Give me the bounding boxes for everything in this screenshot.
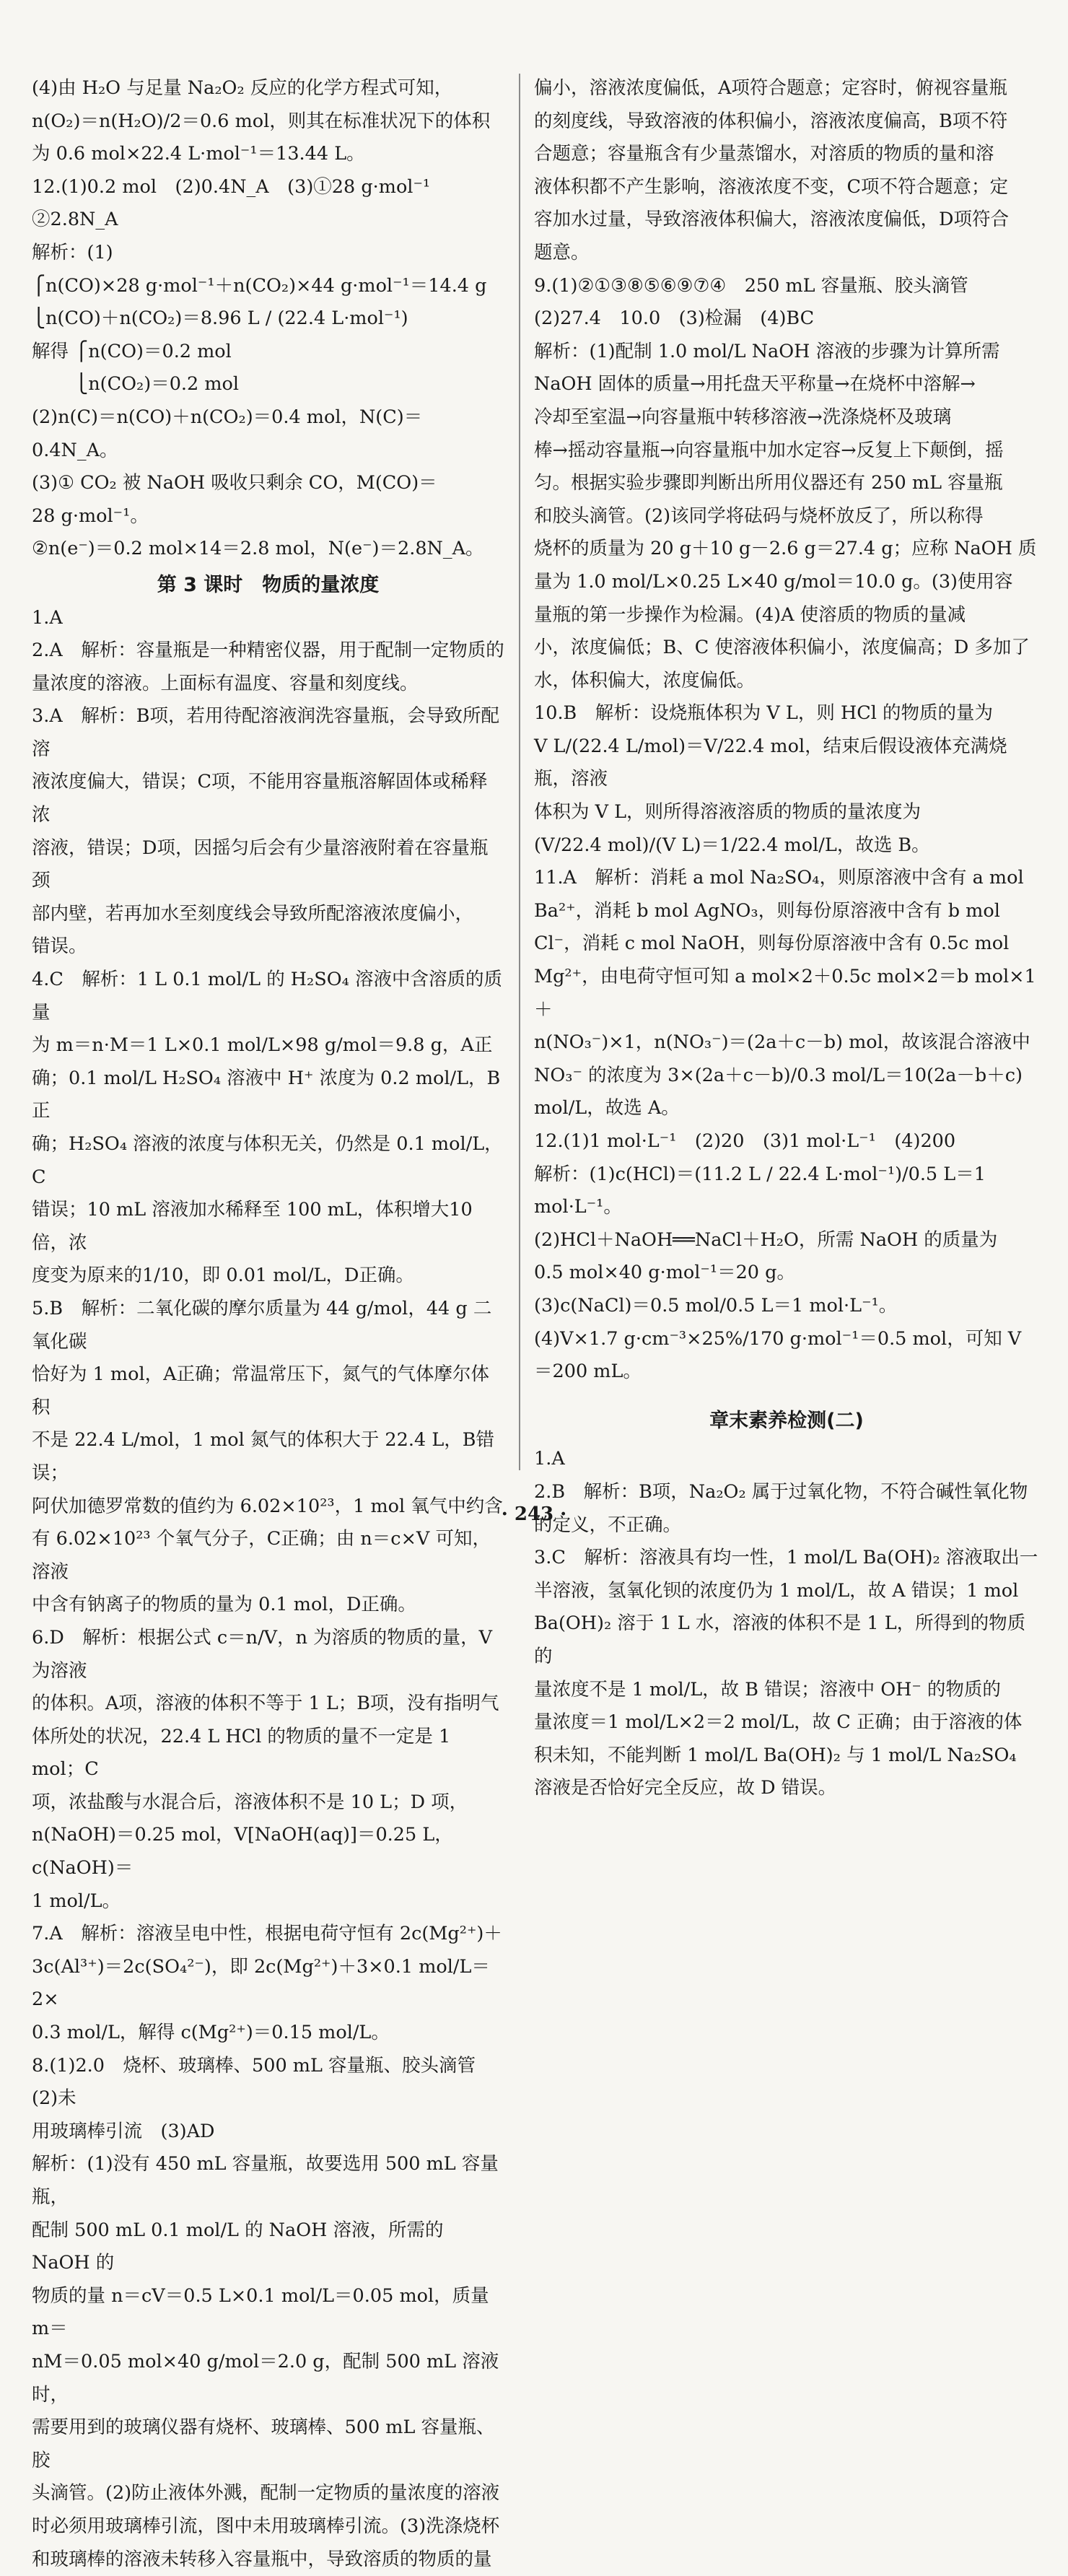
text-line: 12.(1)1 mol·L⁻¹ (2)20 (3)1 mol·L⁻¹ (4)200: [534, 1130, 956, 1152]
text-line: ⎧n(CO)×28 g·mol⁻¹＋n(CO₂)×44 g·mol⁻¹＝14.4 g: [32, 274, 487, 297]
text-line: 物质的量 n＝cV＝0.5 L×0.1 mol/L＝0.05 mol，质量m＝: [32, 2284, 489, 2340]
text-line: (2)n(C)＝n(CO)＋n(CO₂)＝0.4 mol，N(C)＝0.4N_A。: [32, 406, 423, 461]
text-line: 恰好为 1 mol，A正确；常温常压下，氮气的气体摩尔体积: [32, 1363, 490, 1418]
text-line: 1.A: [32, 606, 63, 629]
text-line: 冷却至室温→向容量瓶中转移溶液→洗涤烧杯及玻璃: [534, 406, 952, 428]
text-line: Cl⁻，消耗 c mol NaOH，则每份原溶液中含有 0.5c mol: [534, 933, 1010, 955]
text-line: 5.B 解析：二氧化碳的摩尔质量为 44 g/mol，44 g 二氧化碳: [32, 1297, 492, 1353]
text-line: 和玻璃棒的溶液未转移入容量瓶中，导致溶质的物质的量: [32, 2548, 492, 2570]
text-line: 8.(1)2.0 烧杯、玻璃棒、500 mL 容量瓶、胶头滴管 (2)未: [32, 2054, 494, 2110]
text-line: 项，浓盐酸与水混合后，溶液体积不是 10 L；D 项，: [32, 1791, 468, 1813]
text-line: 为 m＝n·M＝1 L×0.1 mol/L×98 g/mol＝9.8 g，A正: [32, 1034, 493, 1057]
left-column: [32, 72, 504, 2576]
text-line: 确；H₂SO₄ 溶液的浓度与体积无关，仍然是 0.1 mol/L，C: [32, 1133, 503, 1188]
text-line: 解析：(1)配制 1.0 mol/L NaOH 溶液的步骤为计算所需: [534, 340, 1000, 362]
text-line: 烧杯的质量为 20 g＋10 g－2.6 g＝27.4 g；应称 NaOH 质: [534, 538, 1037, 560]
text-line: 量为 1.0 mol/L×0.25 L×40 g/mol＝10.0 g。(3)使用容: [534, 570, 1013, 593]
text-line: 错误；10 mL 溶液加水稀释至 100 mL，体积增大10倍，浓: [32, 1199, 473, 1254]
text-line: ⎩n(CO₂)＝0.2 mol: [32, 373, 240, 396]
text-line: 10.B 解析：设烧瓶体积为 V L，则 HCl 的物质的量为: [534, 702, 993, 725]
text-line: V L/(22.4 L/mol)＝V/22.4 mol，结束后假设液体充满烧瓶，溶液: [534, 735, 1007, 790]
text-line: n(O₂)＝n(H₂O)/2＝0.6 mol，则其在标准状况下的体积: [32, 110, 491, 132]
text-line: 确；0.1 mol/L H₂SO₄ 溶液中 H⁺ 浓度为 0.2 mol/L，B正: [32, 1067, 501, 1122]
text-line: 和胶头滴管。(2)该同学将砝码与烧杯放反了，所以称得: [534, 505, 984, 527]
text-line: 9.(1)②①③⑧⑤⑥⑨⑦④ 250 mL 容量瓶、胶头滴管: [534, 274, 968, 297]
text-line: NO₃⁻ 的浓度为 3×(2a＋c－b)/0.3 mol/L＝10(2a－b＋c): [534, 1064, 1023, 1086]
text-line: 解析：(1)没有 450 mL 容量瓶，故要选用 500 mL 容量瓶，: [32, 2153, 499, 2208]
text-line: 3.A 解析：B项，若用待配溶液润洗容量瓶，会导致所配溶: [32, 705, 499, 760]
text-line: 不是 22.4 L/mol，1 mol 氮气的体积大于 22.4 L，B错误；: [32, 1429, 494, 1484]
text-line: NaOH 固体的质量→用托盘天平称量→在烧杯中溶解→: [534, 373, 976, 396]
text-line: 水，体积偏大，浓度偏低。: [534, 669, 756, 691]
text-line: 0.5 mol×40 g·mol⁻¹＝20 g。: [534, 1262, 795, 1284]
text-line: mol/L，故选 A。: [534, 1097, 680, 1119]
page-number: · 243 ·: [501, 1503, 567, 1525]
text-line: 度变为原来的1/10，即 0.01 mol/L，D正确。: [32, 1265, 414, 1287]
text-line: 解析：(1)c(HCl)＝(11.2 L / 22.4 L·mol⁻¹)/0.5 L＝1 mol·L⁻¹。: [534, 1163, 992, 1218]
text-line: (V/22.4 mol)/(V L)＝1/22.4 mol/L，故选 B。: [534, 834, 930, 856]
text-line: Ba(OH)₂ 溶于 1 L 水，溶液的体积不是 1 L，所得到的物质的: [534, 1612, 1026, 1667]
text-line: 量浓度的溶液。上面标有温度、容量和刻度线。: [32, 672, 419, 694]
text-line: 2.B 解析：B项，Na₂O₂ 属于过氧化物，不符合碱性氧化物: [534, 1480, 1028, 1503]
text-line: 溶液是否恰好完全反应，故 D 错误。: [534, 1777, 837, 1799]
text-line: 有 6.02×10²³ 个氧气分子，C正确；由 n＝c×V 可知，溶液: [32, 1528, 491, 1583]
text-line: 0.3 mol/L，解得 c(Mg²⁺)＝0.15 mol/L。: [32, 2022, 390, 2044]
text-line: Mg²⁺，由电荷守恒可知 a mol×2＋0.5c mol×2＝b mol×1＋: [534, 966, 1036, 1021]
text-line: n(NaOH)＝0.25 mol，V[NaOH(aq)]＝0.25 L，c(NaOH)＝: [32, 1824, 453, 1879]
text-line: 液浓度偏大，错误；C项，不能用容量瓶溶解固体或稀释浓: [32, 771, 488, 826]
text-line: 头滴管。(2)防止液体外溅，配制一定物质的量浓度的溶液: [32, 2482, 500, 2505]
text-line: 用玻璃棒引流 (3)AD: [32, 2120, 215, 2142]
text-line: 28 g·mol⁻¹。: [32, 505, 149, 527]
text-line: 1.A: [534, 1448, 565, 1470]
text-line: 错误。: [32, 935, 87, 958]
text-line: 量瓶的第一步操作为检漏。(4)A 使溶质的物质的量减: [534, 603, 966, 626]
text-line: (3)① CO₂ 被 NaOH 吸收只剩余 CO，M(CO)＝: [32, 472, 437, 494]
text-line: 的体积。A项，溶液的体积不等于 1 L；B项，没有指明气: [32, 1693, 499, 1715]
text-line: 3c(Al³⁺)＝2c(SO₄²⁻)，即 2c(Mg²⁺)＋3×0.1 mol/L＝2×: [32, 1955, 490, 2011]
text-line: 需要用到的玻璃仪器有烧杯、玻璃棒、500 mL 容量瓶、胶: [32, 2416, 495, 2471]
text-line: 配制 500 mL 0.1 mol/L 的 NaOH 溶液，所需的 NaOH 的: [32, 2219, 450, 2274]
text-line: 11.A 解析：消耗 a mol Na₂SO₄，则原溶液中含有 a mol: [534, 867, 1024, 889]
text-line: 题意。: [534, 241, 590, 263]
text-line: 溶液，错误；D项，因摇匀后会有少量溶液附着在容量瓶颈: [32, 837, 489, 892]
right-column: [534, 72, 1039, 1805]
text-line: 量浓度不是 1 mol/L，故 B 错误；溶液中 OH⁻ 的物质的: [534, 1678, 1001, 1700]
text-line: 积未知，不能判断 1 mol/L Ba(OH)₂ 与 1 mol/L Na₂SO₄: [534, 1744, 1017, 1766]
text-line: 7.A 解析：溶液呈电中性，根据电荷守恒有 2c(Mg²⁺)＋: [32, 1923, 502, 1945]
text-line: 小，浓度偏低；B、C 使溶液体积偏小，浓度偏高；D 多加了: [534, 637, 1030, 659]
text-line: (2)HCl＋NaOH══NaCl＋H₂O，所需 NaOH 的质量为: [534, 1228, 998, 1251]
text-line: 偏小，溶液浓度偏低，A项符合题意；定容时，俯视容量瓶: [534, 77, 1007, 99]
text-line: ②n(e⁻)＝0.2 mol×14＝2.8 mol，N(e⁻)＝2.8N_A。: [32, 538, 484, 560]
text-line: 半溶液，氢氧化钡的浓度仍为 1 mol/L，故 A 错误；1 mol: [534, 1579, 1019, 1602]
text-line: 体积为 V L，则所得溶液溶质的物质的量浓度为: [534, 801, 922, 824]
text-line: nM＝0.05 mol×40 g/mol＝2.0 g，配制 500 mL 溶液时，: [32, 2350, 499, 2406]
text-line: 匀。根据实验步骤即判断出所用仪器还有 250 mL 容量瓶: [534, 472, 1003, 494]
text-line: 部内壁，若再加水至刻度线会导致所配溶液浓度偏小，: [32, 902, 474, 925]
text-line: 中含有钠离子的物质的量为 0.1 mol，D正确。: [32, 1594, 416, 1616]
text-line: 容加水过量，导致溶液体积偏大，溶液浓度偏低，D项符合: [534, 209, 1009, 231]
text-line: 时必须用玻璃棒引流，图中未用玻璃棒引流。(3)洗涤烧杯: [32, 2515, 500, 2537]
text-line: 12.(1)0.2 mol (2)0.4N_A (3)①28 g·mol⁻¹ ②2.8N_A: [32, 175, 449, 231]
text-line: 3.C 解析：溶液具有均一性，1 mol/L Ba(OH)₂ 溶液取出一: [534, 1547, 1038, 1569]
text-line: 合题意；容量瓶含有少量蒸馏水，对溶质的物质的量和溶: [534, 143, 994, 165]
text-line: (4)由 H₂O 与足量 Na₂O₂ 反应的化学方程式可知，: [32, 77, 453, 99]
section-title-lesson-3: 第 3 课时 物质的量浓度: [157, 573, 380, 596]
text-line: 2.A 解析：容量瓶是一种精密仪器，用于配制一定物质的: [32, 639, 504, 662]
text-line: 阿伏加德罗常数的值约为 6.02×10²³，1 mol 氧气中约含: [32, 1495, 503, 1517]
text-line: 量浓度＝1 mol/L×2＝2 mol/L，故 C 正确；由于溶液的体: [534, 1711, 1023, 1734]
text-line: 液体积都不产生影响，溶液浓度不变，C项不符合题意；定: [534, 175, 1009, 198]
text-line: Ba²⁺，消耗 b mol AgNO₃，则每份原溶液中含有 b mol: [534, 899, 1000, 922]
text-line: n(NO₃⁻)×1，n(NO₃⁻)＝(2a＋c－b) mol，故该混合溶液中: [534, 1031, 1030, 1054]
text-line: 6.D 解析：根据公式 c＝n/V，n 为溶质的物质的量，V 为溶液: [32, 1626, 499, 1682]
text-line: 棒→摇动容量瓶→向容量瓶中加水定容→反复上下颠倒，摇: [534, 439, 1004, 461]
text-line: 解析：(1): [32, 241, 113, 263]
text-line: 的刻度线，导致溶液的体积偏小，溶液浓度偏高，B项不符: [534, 110, 1008, 132]
text-line: 解得 ⎧n(CO)＝0.2 mol: [32, 340, 232, 362]
text-line: ⎩n(CO)＋n(CO₂)＝8.96 L / (22.4 L·mol⁻¹): [32, 307, 408, 330]
column-divider: [519, 74, 520, 1470]
text-line: 体所处的状况，22.4 L HCl 的物质的量不一定是 1 mol；C: [32, 1725, 457, 1781]
section-title-chapter-test: 章末素养检测(二): [709, 1409, 864, 1432]
text-line: (2)27.4 10.0 (3)检漏 (4)BC: [534, 307, 815, 330]
text-line: 1 mol/L。: [32, 1890, 121, 1912]
text-line: 4.C 解析：1 L 0.1 mol/L 的 H₂SO₄ 溶液中含溶质的质量: [32, 969, 502, 1023]
text-line: (3)c(NaCl)＝0.5 mol/0.5 L＝1 mol·L⁻¹。: [534, 1294, 898, 1317]
text-line: (4)V×1.7 g·cm⁻³×25%/170 g·mol⁻¹＝0.5 mol，可知 V＝200 mL。: [534, 1327, 1022, 1383]
text-line: 为 0.6 mol×22.4 L·mol⁻¹＝13.44 L。: [32, 143, 365, 165]
text-line: 的定义，不正确。: [534, 1514, 682, 1536]
